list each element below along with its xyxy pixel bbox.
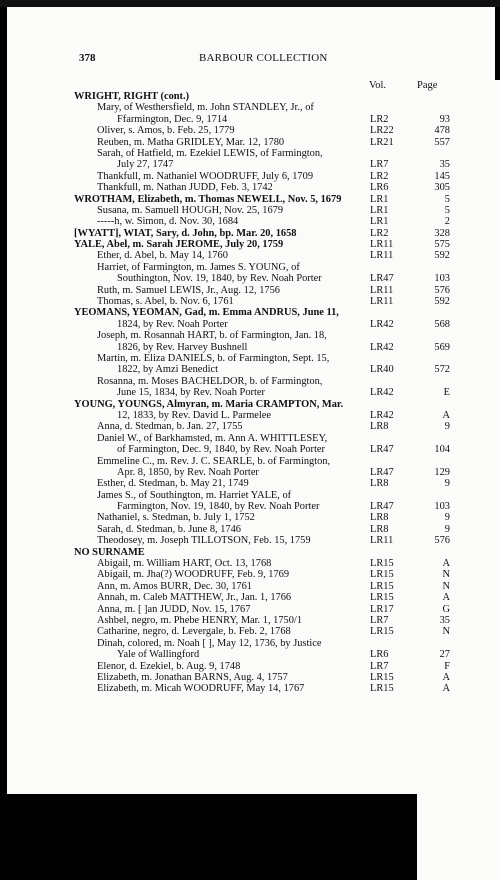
entry-page: 104 xyxy=(434,444,450,456)
entry-text: [WYATT], WIAT, Sary, d. John, bp. Mar. 20, 1658 xyxy=(74,227,297,239)
entry-volume: LR11 xyxy=(370,239,394,251)
entry-row xyxy=(0,285,500,296)
entry-text: Sarah, d. Stedman, b. June 8, 1746 xyxy=(97,523,242,535)
entry-page: N xyxy=(442,626,450,638)
entry-text: Yale of Wallingford xyxy=(117,649,200,661)
entry-page: 5 xyxy=(444,204,450,216)
entry-text: June 15, 1834, by Rev. Noah Porter xyxy=(117,387,265,399)
entry-text: 1824, by Rev. Noah Porter xyxy=(117,318,228,330)
entry-row xyxy=(0,501,500,512)
entry-row xyxy=(0,273,500,284)
entry-volume: LR42 xyxy=(370,318,394,330)
entry-row xyxy=(0,638,500,649)
entry-text: Anna, m. [ ]an JUDD, Nov. 15, 1767 xyxy=(97,603,251,615)
entry-row xyxy=(0,592,500,603)
entry-row xyxy=(0,626,500,637)
entry-text: 1822, by Amzi Benedict xyxy=(117,364,219,376)
entry-volume: LR11 xyxy=(370,535,394,547)
entry-row xyxy=(0,353,500,364)
entry-page: 5 xyxy=(444,193,450,205)
entry-page: F xyxy=(444,660,450,672)
running-title: BARBOUR COLLECTION xyxy=(199,52,328,64)
entry-row xyxy=(0,410,500,421)
entry-heading-row xyxy=(0,91,500,102)
entry-page: 27 xyxy=(439,649,450,661)
entry-page: G xyxy=(442,603,450,615)
entry-text: Nathaniel, s. Stedman, b. July 1, 1752 xyxy=(97,512,255,524)
entry-volume: LR8 xyxy=(370,478,389,490)
entry-page: N xyxy=(442,580,450,592)
entry-volume: LR15 xyxy=(370,626,394,638)
entry-row xyxy=(0,558,500,569)
entry-volume: LR8 xyxy=(370,421,389,433)
entry-text: July 27, 1747 xyxy=(117,159,174,171)
entry-volume: LR47 xyxy=(370,444,394,456)
entry-volume: LR21 xyxy=(370,136,394,148)
entry-text: Thankfull, m. Nathan JUDD, Feb. 3, 1742 xyxy=(97,182,273,194)
entry-row xyxy=(0,421,500,432)
page-column-header: Page xyxy=(417,80,500,880)
entry-page: 35 xyxy=(439,614,450,626)
entry-row xyxy=(0,182,500,193)
entry-text: 1826, by Rev. Harvey Bushnell xyxy=(117,341,248,353)
entry-page: 9 xyxy=(444,512,450,524)
entry-text: Mary, of Westhersfield, m. John STANDLEY, Jr., of xyxy=(97,102,314,114)
entry-text: Ether, d. Abel, b. May 14, 1760 xyxy=(97,250,228,262)
entry-text: Farmington, Nov. 19, 1840, by Rev. Noah Porter xyxy=(117,501,320,513)
entry-row xyxy=(0,569,500,580)
entry-text: Abigail, m. William HART, Oct. 13, 1768 xyxy=(97,558,272,570)
entry-page: 569 xyxy=(434,341,450,353)
entry-volume: LR2 xyxy=(370,170,389,182)
entry-page: 572 xyxy=(434,364,450,376)
entry-text: Thomas, s. Abel, b. Nov. 6, 1761 xyxy=(97,296,234,308)
entry-page: 2 xyxy=(444,216,450,228)
entry-row xyxy=(0,478,500,489)
entry-volume: LR6 xyxy=(370,182,389,194)
entry-row xyxy=(0,661,500,672)
entry-row xyxy=(0,319,500,330)
entry-page: 305 xyxy=(434,182,450,194)
entry-row xyxy=(0,456,500,467)
entry-volume: LR1 xyxy=(370,216,389,228)
entry-text: Southington, Nov. 19, 1840, by Rev. Noah Porter xyxy=(117,273,322,285)
entry-text: Thankfull, m. Nathaniel WOODRUFF, July 6, 1709 xyxy=(97,170,314,182)
entry-text: Annah, m. Caleb MATTHEW, Jr., Jan. 1, 1766 xyxy=(97,592,292,604)
entry-volume: LR7 xyxy=(370,614,389,626)
entry-list xyxy=(0,91,500,695)
entry-text: WRIGHT, RIGHT (cont.) xyxy=(74,91,190,102)
entry-row xyxy=(0,364,500,375)
entry-row xyxy=(0,683,500,694)
entry-volume: LR47 xyxy=(370,466,394,478)
entry-volume: LR42 xyxy=(370,341,394,353)
entry-text: Emmeline C., m. Rev. J. C. SEARLE, b. of Farmington, xyxy=(97,455,331,467)
entry-row xyxy=(0,296,500,307)
entry-page: 35 xyxy=(439,159,450,171)
entry-volume: LR15 xyxy=(370,683,394,695)
entry-row xyxy=(0,376,500,387)
entry-page: 576 xyxy=(434,284,450,296)
entry-row xyxy=(0,250,500,261)
entry-volume: LR11 xyxy=(370,296,394,308)
entry-page: N xyxy=(442,569,450,581)
entry-page: 93 xyxy=(439,113,450,125)
entry-heading-row xyxy=(0,194,500,205)
entry-row xyxy=(0,490,500,501)
entry-volume: LR15 xyxy=(370,580,394,592)
entry-heading-row xyxy=(0,399,500,410)
entry-row xyxy=(0,148,500,159)
entry-volume: LR22 xyxy=(370,125,394,137)
entry-page: 478 xyxy=(434,125,450,137)
entry-text: NO SURNAME xyxy=(74,546,145,558)
entry-row xyxy=(0,387,500,398)
entry-heading-row xyxy=(0,307,500,318)
entry-text: -----h, w. Simon, d. Nov. 30, 1684 xyxy=(97,216,239,228)
entry-volume: LR15 xyxy=(370,569,394,581)
entry-page: A xyxy=(442,409,450,421)
entry-text: 12, 1833, by Rev. David L. Parmelee xyxy=(117,409,271,421)
entry-page: 592 xyxy=(434,250,450,262)
entry-row xyxy=(0,137,500,148)
entry-volume: LR40 xyxy=(370,364,394,376)
entry-text: James S., of Southington, m. Harriet YALE, of xyxy=(97,489,292,501)
entry-volume: LR6 xyxy=(370,649,389,661)
entry-volume: LR7 xyxy=(370,660,389,672)
entry-volume: LR47 xyxy=(370,273,394,285)
entry-text: Apr. 8, 1850, by Rev. Noah Porter xyxy=(117,466,259,478)
entry-page: 592 xyxy=(434,296,450,308)
entry-volume: LR15 xyxy=(370,671,394,683)
entry-row xyxy=(0,262,500,273)
entry-text: of Farmington, Dec. 9, 1840, by Rev. Noah Porter xyxy=(117,444,325,456)
entry-volume: LR8 xyxy=(370,523,389,535)
entry-volume: LR42 xyxy=(370,387,394,399)
entry-page: A xyxy=(442,592,450,604)
scan-border-top xyxy=(0,0,500,7)
entry-text: Dinah, colored, m. Noah [ ], May 12, 1736, by Justice xyxy=(97,637,322,649)
entry-page: E xyxy=(443,387,450,399)
entry-text: Susana, m. Samuell HOUGH, Nov. 25, 1679 xyxy=(97,204,284,216)
entry-text: Ashbel, negro, m. Phebe HENRY, Mar. 1, 1750/1 xyxy=(97,614,303,626)
entry-text: Reuben, m. Matha GRIDLEY, Mar. 12, 1780 xyxy=(97,136,285,148)
entry-text: Theodosey, m. Joseph TILLOTSON, Feb. 15, 1759 xyxy=(97,535,311,547)
entry-row xyxy=(0,433,500,444)
entry-row xyxy=(0,330,500,341)
entry-row xyxy=(0,102,500,113)
entry-row xyxy=(0,672,500,683)
page-number: 378 xyxy=(79,52,96,64)
entry-row xyxy=(0,114,500,125)
entry-volume: LR8 xyxy=(370,512,389,524)
entry-row xyxy=(0,205,500,216)
entry-text: Joseph, m. Rosannah HART, b. of Farmington, Jan. 18, xyxy=(97,330,327,342)
entry-text: Catharine, negro, d. Levergale, b. Feb. 2, 1768 xyxy=(97,626,291,638)
entry-row xyxy=(0,342,500,353)
entry-row xyxy=(0,524,500,535)
entry-row xyxy=(0,535,500,546)
entry-text: Elizabeth, m. Jonathan BARNS, Aug. 4, 1757 xyxy=(97,671,288,683)
entry-page: 103 xyxy=(434,501,450,513)
entry-page: 9 xyxy=(444,478,450,490)
entry-volume: LR11 xyxy=(370,284,394,296)
entry-heading-row xyxy=(0,228,500,239)
entry-text: Daniel W., of Barkhamsted, m. Ann A. WHITTLESEY, xyxy=(97,432,328,444)
entry-heading-row xyxy=(0,239,500,250)
entry-page: A xyxy=(442,671,450,683)
entry-page: A xyxy=(442,683,450,695)
entry-page: 9 xyxy=(444,523,450,535)
entry-volume: LR7 xyxy=(370,159,389,171)
entry-volume: LR47 xyxy=(370,501,394,513)
entry-page: 568 xyxy=(434,318,450,330)
entry-text: Oliver, s. Amos, b. Feb. 25, 1779 xyxy=(97,125,235,137)
entry-page: 576 xyxy=(434,535,450,547)
entry-row xyxy=(0,444,500,455)
entry-text: Elenor, d. Ezekiel, b. Aug. 9, 1748 xyxy=(97,660,241,672)
entry-row xyxy=(0,171,500,182)
entry-text: Ann, m. Amos BURR, Dec. 30, 1761 xyxy=(97,580,252,592)
entry-text: Harriet, of Farmington, m. James S. YOUNG, of xyxy=(97,261,300,273)
entry-page: 129 xyxy=(434,466,450,478)
entry-page: A xyxy=(442,558,450,570)
entry-text: Esther, d. Stedman, b. May 21, 1749 xyxy=(97,478,249,490)
entry-text: Ffarmington, Dec. 9, 1714 xyxy=(117,113,228,125)
entry-row xyxy=(0,615,500,626)
entry-page: 103 xyxy=(434,273,450,285)
entry-row xyxy=(0,649,500,660)
entry-text: WROTHAM, Elizabeth, m. Thomas NEWELL, Nov. 5, 1679 xyxy=(74,193,342,205)
entry-row xyxy=(0,581,500,592)
entry-volume: LR2 xyxy=(370,113,389,125)
entry-page: 575 xyxy=(434,239,450,251)
entry-volume: LR1 xyxy=(370,193,389,205)
entry-volume: LR11 xyxy=(370,250,394,262)
entry-heading-row xyxy=(0,547,500,558)
entry-text: Elizabeth, m. Micah WOODRUFF, May 14, 1767 xyxy=(97,683,305,695)
entry-page: 9 xyxy=(444,421,450,433)
entry-text: YOUNG, YOUNGS, Almyran, m. Maria CRAMPTON, Mar. xyxy=(74,398,344,410)
entry-volume: LR1 xyxy=(370,204,389,216)
entry-volume: LR15 xyxy=(370,592,394,604)
entry-text: YALE, Abel, m. Sarah JEROME, July 20, 1759 xyxy=(74,239,284,251)
entry-page: 328 xyxy=(434,227,450,239)
entry-volume: LR42 xyxy=(370,409,394,421)
entry-page: 145 xyxy=(434,170,450,182)
entry-text: Martin, m. Eliza DANIELS, b. of Farmington, Sept. 15, xyxy=(97,352,330,364)
entry-text: Anna, d. Stedman, b. Jan. 27, 1755 xyxy=(97,421,243,433)
entry-text: YEOMANS, YEOMAN, Gad, m. Emma ANDRUS, June 11, xyxy=(74,307,339,319)
entry-volume: LR17 xyxy=(370,603,394,615)
entry-row xyxy=(0,125,500,136)
entry-text: Ruth, m. Samuel LEWIS, Jr., Aug. 12, 1756 xyxy=(97,284,280,296)
entry-text: Sarah, of Hatfield, m. Ezekiel LEWIS, of Farmington, xyxy=(97,147,323,159)
entry-row xyxy=(0,216,500,227)
entry-page: 557 xyxy=(434,136,450,148)
entry-volume: LR15 xyxy=(370,558,394,570)
entry-row xyxy=(0,467,500,478)
entry-row xyxy=(0,604,500,615)
entry-volume: LR2 xyxy=(370,227,389,239)
entry-row xyxy=(0,159,500,170)
volume-column-header: Vol. xyxy=(369,80,387,91)
entry-row xyxy=(0,512,500,523)
entry-text: Rosanna, m. Moses BACHELDOR, b. of Farmington, xyxy=(97,375,323,387)
entry-text: Abigail, m. Jha(?) WOODRUFF, Feb. 9, 1769 xyxy=(97,569,290,581)
